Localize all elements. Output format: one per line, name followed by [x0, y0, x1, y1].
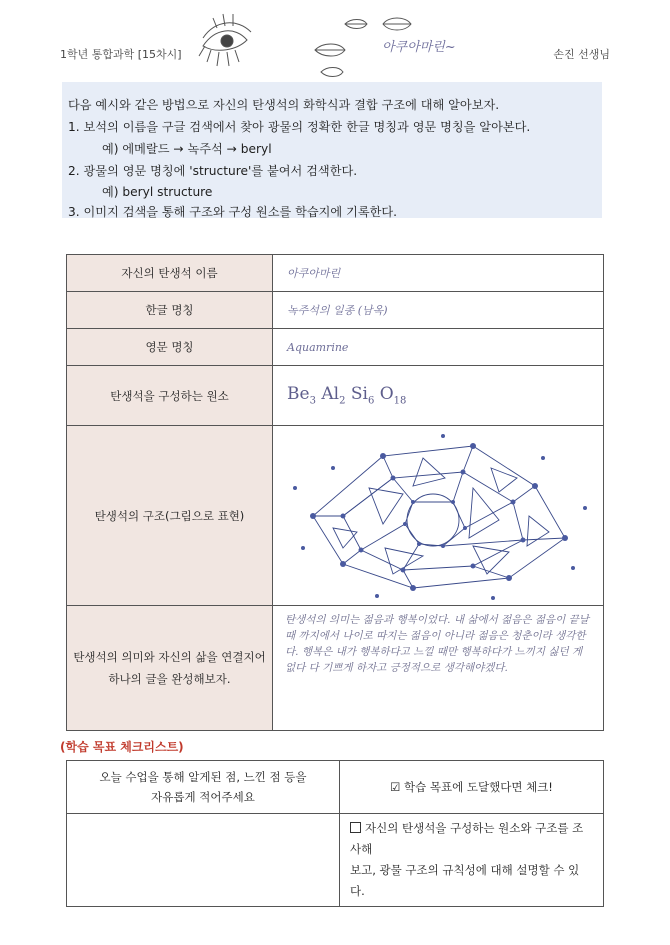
label-meaning-essay-line-1: 탄생석의 의미와 자신의 삶을 연결지어: [73, 650, 266, 664]
goal-check-header: ☑ 학습 목표에 도달했다면 체크!: [340, 761, 604, 814]
answer-birthstone-name-text: 아쿠아마린: [287, 267, 341, 280]
goal-line-1: 자신의 탄생석을 구성하는 원소와 구조를 조사해: [350, 821, 584, 856]
formula-si-count: 6: [367, 395, 375, 407]
reflection-header-line-1: 오늘 수업을 통해 알게된 점, 느낀 점 등을: [99, 770, 307, 784]
formula-al-count: 2: [339, 395, 346, 407]
instructions-example-1: 예) 에메랄드 → 녹주석 → beryl: [102, 142, 272, 156]
checklist-table: [66, 760, 604, 907]
answer-meaning-essay[interactable]: [273, 606, 604, 731]
label-english-name: 영문 명칭: [67, 329, 273, 366]
formula-al: Al: [321, 384, 340, 405]
reflection-header: [67, 761, 340, 814]
checklist-title: (학습 목표 체크리스트): [60, 740, 184, 754]
reflection-header-line-2: 자유롭게 적어주세요: [151, 790, 255, 804]
label-meaning-essay: [67, 606, 273, 731]
course-label: 1학년 통합과학 [15차시]: [60, 48, 182, 61]
worksheet-table: [66, 254, 604, 731]
label-elements: 탄생석을 구성하는 원소: [67, 366, 273, 426]
instructions-step-1: 1. 보석의 이름을 구글 검색에서 찾아 광물의 정확한 한글 명칭과 영문 명칭을 알아본다.: [68, 120, 531, 134]
table-row: [67, 426, 604, 606]
table-row: [67, 366, 604, 426]
formula-o-count: 18: [393, 395, 407, 407]
instructions-step-2: 2. 광물의 영문 명칭에 'structure'를 붙여서 검색한다.: [68, 164, 358, 178]
answer-korean-name[interactable]: [273, 292, 604, 329]
table-row: [67, 292, 604, 329]
label-meaning-essay-line-2: 하나의 글을 완성해보자.: [108, 672, 231, 686]
label-korean-name: 한글 명칭: [67, 292, 273, 329]
chemical-formula: [273, 384, 407, 407]
answer-english-name-text: Aquamrine: [287, 341, 349, 354]
crystal-structure-drawing: [273, 428, 603, 604]
reflection-answer-field[interactable]: [67, 814, 340, 907]
formula-be: Be: [287, 384, 310, 405]
formula-si: Si: [350, 384, 368, 405]
essay-text: 탄생석의 의미는 젊음과 행복이었다. 내 삶에서 젊음은 젊음이 끝날 때 까지에서 나이로 따지는 젊음이 아니라 젊음은 청춘이라 생각한다. 행복은 내가 행복하다고 느낄 때만 행복하다가 느끼지 싫던 게 없다 다 기쁘게 하자고 긍정적으로 생각해야겠다.: [285, 614, 589, 674]
table-row: [67, 255, 604, 292]
answer-birthstone-name[interactable]: [273, 255, 604, 292]
table-row: [67, 606, 604, 731]
instructions-intro: 다음 예시와 같은 방법으로 자신의 탄생석의 화학식과 결합 구조에 대해 알아보자.: [68, 98, 500, 112]
instructions-step-3: 3. 이미지 검색을 통해 구조와 구성 원소를 학습지에 기록한다.: [68, 205, 398, 219]
answer-korean-name-text: 녹주석의 일종 (남옥): [287, 304, 388, 317]
teacher-name: 손진 선생님: [553, 48, 610, 61]
label-birthstone-name: 자신의 탄생석 이름: [67, 255, 273, 292]
formula-o: O: [379, 384, 394, 405]
answer-english-name[interactable]: [273, 329, 604, 366]
instructions-box: [62, 82, 602, 218]
answer-elements[interactable]: [273, 366, 604, 426]
label-structure: 탄생석의 구조(그림으로 표현): [67, 426, 273, 606]
table-row: [67, 329, 604, 366]
formula-be-count: 3: [309, 395, 316, 407]
goal-line-2: 보고, 광물 구조의 규칙성에 대해 설명할 수 있다.: [350, 863, 580, 898]
instructions-example-2: 예) beryl structure: [102, 185, 213, 199]
goal-item: [340, 814, 604, 907]
handwritten-title-note: 아쿠아마린~: [382, 40, 456, 55]
goal-checkbox[interactable]: [350, 822, 361, 833]
answer-structure-drawing[interactable]: [273, 426, 604, 606]
